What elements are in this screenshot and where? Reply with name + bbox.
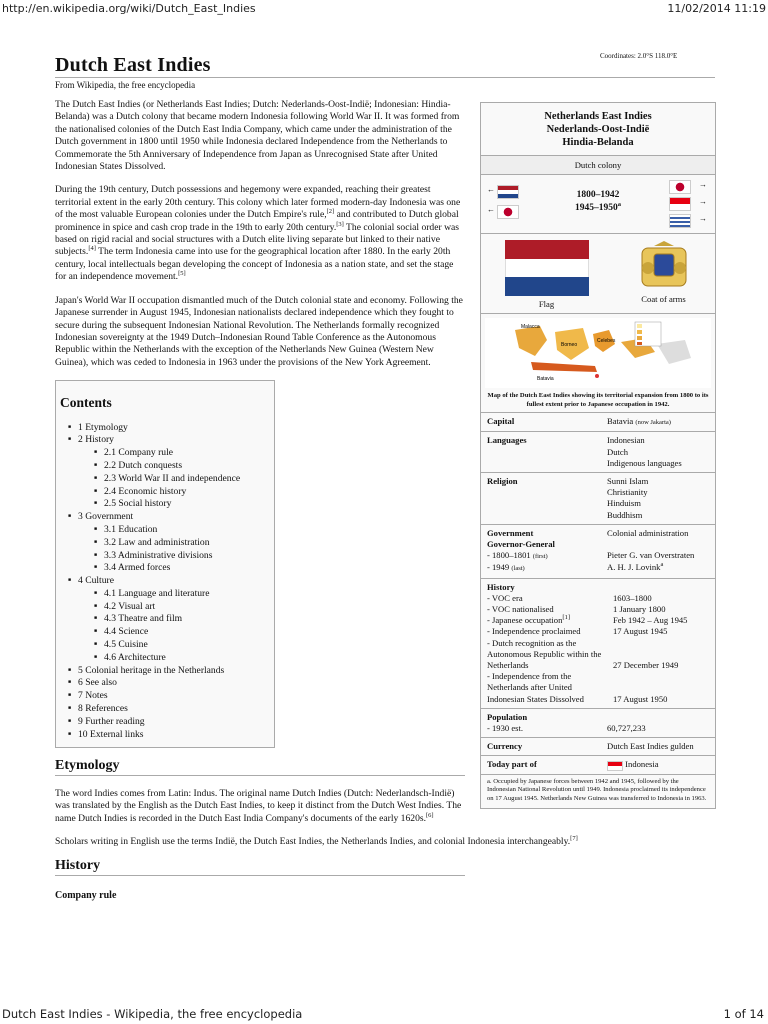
languages-list	[607, 435, 682, 469]
page-url: http://en.wikipedia.org/wiki/Dutch_East_Indies	[2, 2, 256, 15]
history-date: 27 December 1949	[613, 660, 679, 671]
toc-subitem[interactable]: ■ 4.6 Architecture	[60, 652, 274, 665]
coat-of-arms-caption[interactable]: Coat of arms	[641, 294, 686, 304]
section-heading-history: History	[55, 860, 465, 875]
ref-link[interactable]: [1]	[562, 614, 570, 622]
toc-subitem[interactable]: ■ 3.2 Law and administration	[60, 537, 274, 550]
table-of-contents	[55, 380, 275, 748]
toc-subitem[interactable]: ■ 2.3 World War II and independence	[60, 473, 274, 486]
etymology-paragraph-1: The word Indies comes from Latin: Indus. The original name Dutch Indies (Dutch: Nederlandsch-Indië) was translated by the English as the Dutch East Indies, to keep it distinct from the Dutch West Indies. The name Dutch Indies is recorded in the Dutch East India Company's documents of the early 1620s.[6]	[55, 787, 462, 824]
infobox-emblems	[481, 233, 715, 313]
history-row	[487, 593, 709, 604]
list-item[interactable]: Dutch	[607, 446, 629, 457]
infobox-languages: Languages Indonesian Dutch Indigenous languages	[481, 431, 715, 472]
toc-item[interactable]: ■ 9 Further reading	[60, 716, 274, 729]
arrow-left-icon: ←	[487, 205, 495, 214]
toc-subitem[interactable]: ■ 2.5 Social history	[60, 498, 274, 511]
next-flag-icon[interactable]	[669, 214, 691, 228]
toc-item[interactable]: ■ 5 Colonial heritage in the Netherlands	[60, 665, 274, 678]
infobox-currency: Currency Dutch East Indies gulden	[481, 737, 715, 755]
currency-value[interactable]: Dutch East Indies gulden	[607, 741, 694, 752]
intro-paragraph-3: Japan's World War II occupation dismantled much of the Dutch colonial state and economy. Following the Japanese surrender in August 1945, Indonesian nationalists declared independence which they fought to secure during the subsequent Indonesian National Revolution. The Netherlands formally recognized Indonesian sovereignty at the 1949 Dutch–Indonesian Round Table Conference as the Autonomous Republic within the Netherlands with the exception of the Netherlands New Guinea (Western New Guinea), which was ceded to Indonesia in 1963 under the provisions of the New York Agreement.	[55, 294, 463, 368]
history-event[interactable]: - Dutch recognition as the Autonomous Republic within the Netherlands	[487, 637, 602, 671]
list-item[interactable]: Indigenous languages	[607, 457, 682, 468]
ref-link[interactable]: [7]	[570, 834, 578, 842]
map-label: Celebes	[597, 338, 616, 344]
territorial-map-image[interactable]	[485, 318, 711, 388]
history-list	[487, 593, 709, 705]
history-date: 17 August 1950	[613, 693, 668, 704]
list-item[interactable]: Sunni Islam	[607, 476, 649, 486]
print-datetime: 11/02/2014 11:19	[667, 2, 766, 15]
infobox-government: Government Colonial administration Governor-General - 1800–1801 (first) Pieter G. van Overstraten - 1949 (last) A. H. J. Lovink$^a$	[481, 524, 715, 578]
today-value[interactable]: Indonesia	[625, 759, 659, 770]
history-row	[487, 604, 709, 615]
intro-paragraph-2: During the 19th century, Dutch possessions and hegemony were expanded, reaching their greatest territorial extent in the early 20th century. This colony which later formed modern-day Indonesia was one of the most valuable European colonies under the Dutch Empire's rule,[2] and contributed to Dutch global prominence in spice and cash crop trade in the 19th to early 20th century.[3] The colonial social order was based on rigid racial and social structures with a Dutch elite living separate but linked to their native subjects.[4] The term Indonesia came into use for the geographical location after 1880. In the early 20th century, local intellectuals began developing the concept of Indonesia as a nation state, and set the stage for an independence movement.[5]	[55, 184, 461, 283]
history-event[interactable]: - Independence from the Netherlands after United Indonesian States Dissolved	[487, 671, 584, 704]
toc-subitem[interactable]: ■ 4.2 Visual art	[60, 601, 274, 614]
toc-item[interactable]: ■ 6 See also	[60, 677, 274, 690]
toc-subitem[interactable]: ■ 4.1 Language and literature	[60, 588, 274, 601]
dutch-flag-image[interactable]	[505, 240, 589, 296]
print-header	[2, 2, 766, 15]
history-row	[487, 671, 709, 705]
toc-subitem[interactable]: ■ 3.3 Administrative divisions	[60, 550, 274, 563]
arrow-right-icon: →	[699, 180, 707, 189]
toc-item[interactable]: ■ 1 Etymology	[60, 422, 274, 435]
infobox-religion: Religion Sunni Islam Christianity Hinduism Buddhism	[481, 472, 715, 524]
infobox-population: Population - 1930 est. 60,727,233	[481, 708, 715, 737]
toc-subitem[interactable]: ■ 4.5 Cuisine	[60, 639, 274, 652]
toc-item[interactable]: ■ 10 External links	[60, 729, 274, 742]
print-footer	[2, 1007, 764, 1021]
history-date: 1 January 1800	[613, 604, 666, 615]
toc-sublist	[60, 524, 274, 575]
next-flag-icon[interactable]	[669, 197, 691, 211]
list-item[interactable]: Indonesian	[607, 435, 645, 446]
toc-subitem[interactable]: ■ 2.4 Economic history	[60, 486, 274, 499]
indonesia-flag-icon	[607, 761, 623, 771]
toc-item[interactable]: ■ 7 Notes	[60, 690, 274, 703]
page-number: 1 of 14	[723, 1007, 764, 1021]
next-flag-icon[interactable]	[669, 180, 691, 194]
infobox-history: History - VOC era 1603–1800 - VOC nationalised 1 January 1800 - Japanese occupation[1] Feb 1942 – Aug 1945 - Independence proclaimed 17 August 1945 - Dutch recognition as the Autonomous Republic within the Netherlands 27 December 1949 - Independence from the Netherlands after United Indonesian States Dissolved 17 August 1950	[481, 578, 715, 708]
history-date: Feb 1942 – Aug 1945	[613, 615, 688, 626]
coat-of-arms-image[interactable]	[636, 240, 692, 292]
toc-item[interactable]: ■ 4 Culture	[60, 575, 274, 588]
list-item[interactable]: Buddhism	[607, 509, 643, 520]
history-row	[487, 626, 709, 637]
history-row	[487, 615, 709, 626]
toc-subitem[interactable]: ■ 4.3 Theatre and film	[60, 613, 274, 626]
history-event[interactable]: - Japanese occupation	[487, 615, 563, 626]
years-first: 1800–1942	[576, 190, 620, 200]
infobox-today: Today part of Indonesia	[481, 755, 715, 773]
infobox-type: Dutch colony	[481, 155, 715, 174]
intro-paragraph-1: The Dutch East Indies (or Netherlands East Indies; Dutch: Nederlands-Oost-Indië; Indonesian: Hindia-Belanda) was a Dutch colony that became modern Indonesia following World War II. It was formed from the nationalised colonies of the Dutch East India Company, which came under the administration of the Dutch government in 1800 until 1950 while Indonesia declared Independence from the Netherlands to Commemorate the 5th Anniversary of Independence from Japan as Unrecognised State after United Indonesian States Dissolved.	[55, 99, 460, 173]
list-item[interactable]: Christianity	[607, 487, 648, 498]
toc-item[interactable]: ■ 8 References	[60, 703, 274, 716]
toc-subitem[interactable]: ■ 2.1 Company rule	[60, 447, 274, 460]
previous-flag-icon[interactable]	[497, 205, 519, 219]
etymology-paragraph-2: Scholars writing in English use the terms Indië, the Dutch East Indies, the Netherlands Indies, and colonial Indonesia interchangeably.[7]	[55, 834, 578, 848]
infobox-note: a. Occupied by Japanese forces between 1942 and 1945, followed by the Indonesian National Revolution until 1949. Indonesia proclaimed its independence on 17 August 1945. Netherlands New Guinea was transferred to Indonesia in 1963.	[481, 774, 715, 809]
toc-sublist	[60, 588, 274, 665]
history-event[interactable]: - VOC era	[487, 592, 523, 603]
capital-value[interactable]: Batavia	[607, 416, 634, 427]
arrow-right-icon: →	[699, 197, 707, 206]
page-title: Dutch East Indies	[55, 54, 211, 76]
arrow-left-icon: ←	[487, 185, 495, 194]
history-event[interactable]: - VOC nationalised	[487, 604, 554, 615]
governor-last[interactable]: A. H. J. Lovink	[607, 562, 661, 573]
history-date: 1603–1800	[613, 592, 652, 603]
subsection-heading-company-rule: Company rule	[55, 889, 117, 901]
infobox-succession	[481, 174, 715, 233]
history-event[interactable]: - Independence proclaimed	[487, 626, 581, 637]
footer-title: Dutch East Indies - Wikipedia, the free encyclopedia	[2, 1007, 303, 1021]
infobox-map	[481, 313, 715, 412]
ref-link[interactable]: [6]	[426, 811, 434, 819]
flag-caption[interactable]: Flag	[538, 299, 555, 309]
religion-list	[607, 476, 648, 521]
map-label: Malacca	[521, 324, 540, 330]
governor-first[interactable]: Pieter G. van Overstraten	[607, 550, 695, 561]
map-label: Batavia	[537, 376, 554, 382]
previous-flag-icon[interactable]	[497, 185, 519, 199]
infobox	[480, 102, 716, 809]
title-divider	[55, 77, 715, 78]
tagline: From Wikipedia, the free encyclopedia	[55, 80, 196, 90]
history-row	[487, 638, 709, 672]
ref-link[interactable]: [3]	[336, 220, 344, 228]
toc-subitem[interactable]: ■ 4.4 Science	[60, 626, 274, 639]
toc-title: Contents	[60, 395, 112, 411]
infobox-title: Netherlands East Indies Nederlands-Oost-Indië Hindia-Belanda	[544, 111, 652, 148]
toc-list	[60, 422, 274, 742]
years-second: 1945–1950$^a$	[575, 200, 621, 213]
ref-link[interactable]: [4]	[88, 245, 96, 253]
history-date: 17 August 1945	[613, 626, 668, 637]
ref-link[interactable]: [2]	[326, 208, 335, 216]
map-caption: Map of the Dutch East Indies showing its territorial expansion from 1800 to its fullest extent prior to Japanese occupation in 1942.	[487, 392, 709, 408]
toc-subitem[interactable]: ■ 3.1 Education	[60, 524, 274, 537]
ref-link[interactable]: [5]	[178, 270, 186, 278]
arrow-right-icon: →	[699, 214, 707, 223]
toc-subitem[interactable]: ■ 3.4 Armed forces	[60, 562, 274, 575]
toc-item[interactable]: ■ 2 History	[60, 434, 274, 447]
toc-sublist	[60, 447, 274, 511]
coordinates[interactable]: Coordinates: 2.0°S 118.0°E	[600, 52, 678, 60]
list-item[interactable]: Hinduism	[607, 498, 641, 509]
infobox-capital: Capital Batavia (now Jakarta)	[481, 412, 715, 431]
toc-item[interactable]: ■ 3 Government	[60, 511, 274, 524]
section-heading-etymology: Etymology	[55, 760, 465, 775]
map-label: Borneo	[561, 342, 578, 348]
toc-subitem[interactable]: ■ 2.2 Dutch conquests	[60, 460, 274, 473]
